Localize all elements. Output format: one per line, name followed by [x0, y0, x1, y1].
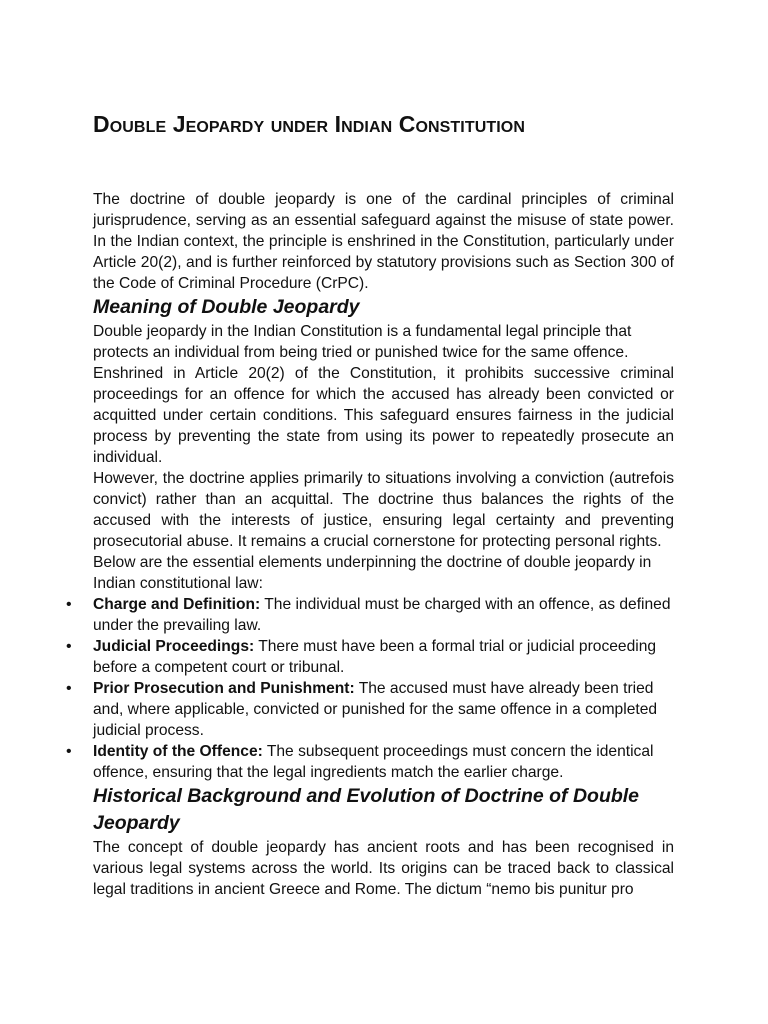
list-item	[66, 678, 674, 741]
bullet-icon: •	[66, 638, 72, 655]
meaning-paragraph-3: However, the doctrine applies primarily to situations involving a conviction (autrefois convict) rather than an acquittal. The doctrine thus balances the rights of the accused with the interests of justice, ensuring legal certainty and preventing prosecutorial abuse. It remains a crucial cornerstone for protecting personal rights.	[93, 470, 674, 550]
page-title: Double Jeopardy under Indian Constitution	[93, 111, 525, 137]
meaning-paragraph-2: Enshrined in Article 20(2) of the Constitution, it prohibits successive criminal proceedings for an offence for which the accused has already been convicted or acquitted under certain conditions. This safeguard ensures fairness in the judicial process by preventing the state from using its power to repeatedly prosecute an individual.	[93, 365, 674, 466]
intro-paragraph: The doctrine of double jeopardy is one of the cardinal principles of criminal jurisprudence, serving as an essential safeguard against the misuse of state power. In the Indian context, the principle is enshrined in the Constitution, particularly under Article 20(2), and is further reinforced by statutory provisions such as Section 300 of the Code of Criminal Procedure (CrPC).	[93, 191, 674, 292]
list-item-term: Judicial Proceedings:	[93, 638, 255, 655]
section-heading-history: Historical Background and Evolution of Doctrine of Double Jeopardy	[93, 785, 640, 834]
list-item-term: Charge and Definition:	[93, 596, 261, 613]
list-item-text: The accused must have already been tried and, where applicable, convicted or punished for the same offence in a completed judicial process.	[93, 680, 658, 739]
section-heading-meaning: Meaning of Double Jeopardy	[93, 296, 360, 318]
list-item	[66, 636, 674, 678]
list-item-text: The individual must be charged with an offence, as defined under the prevailing law.	[93, 596, 671, 634]
elements-list	[66, 594, 674, 783]
bullet-icon: •	[66, 596, 72, 613]
list-item	[66, 594, 674, 636]
list-item	[66, 741, 674, 783]
list-item-text: The subsequent proceedings must concern the identical offence, ensuring that the legal ingredients match the earlier charge.	[93, 743, 654, 781]
list-item-term: Prior Prosecution and Punishment:	[93, 680, 355, 697]
list-item-text: There must have been a formal trial or judicial proceeding before a competent court or tribunal.	[93, 638, 657, 676]
meaning-paragraph-4: Below are the essential elements underpinning the doctrine of double jeopardy in Indian constitutional law:	[93, 554, 652, 592]
list-item-term: Identity of the Offence:	[93, 743, 263, 760]
bullet-icon: •	[66, 680, 72, 697]
history-paragraph-1: The concept of double jeopardy has ancient roots and has been recognised in various legal systems across the world. Its origins can be traced back to classical legal traditions in ancient Greece and Rome. The dictum “nemo bis punitur pro	[93, 839, 674, 898]
meaning-paragraph-1: Double jeopardy in the Indian Constitution is a fundamental legal principle that protects an individual from being tried or punished twice for the same offence.	[93, 323, 632, 361]
bullet-icon: •	[66, 743, 72, 760]
